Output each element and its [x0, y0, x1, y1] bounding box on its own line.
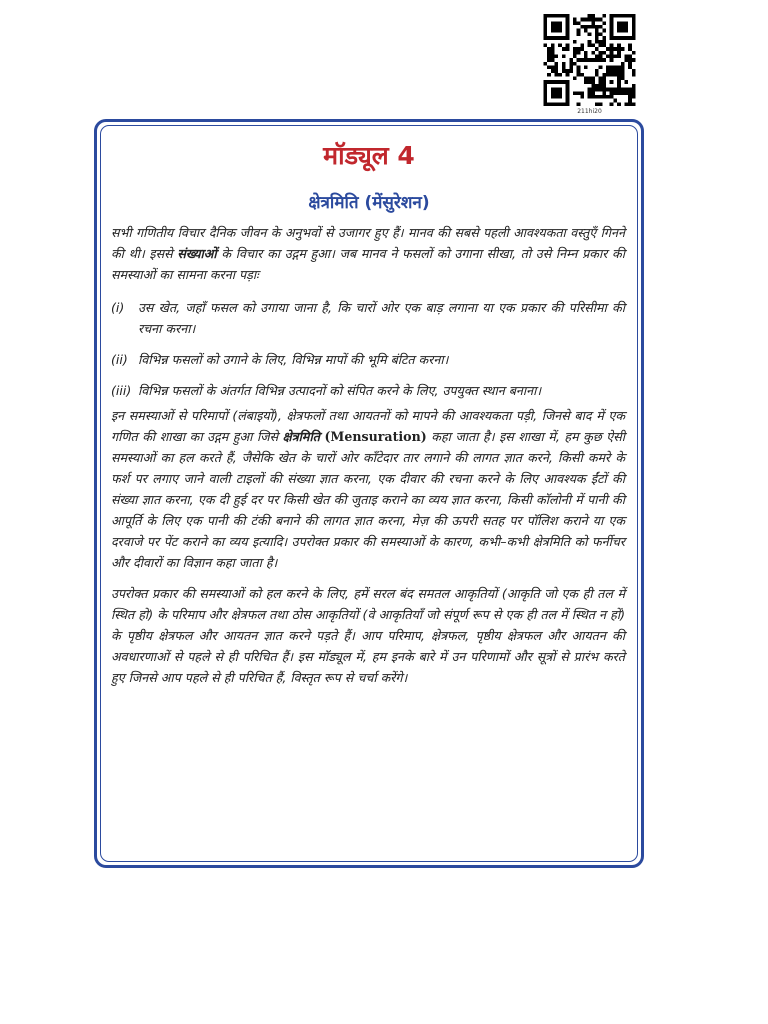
list-item-number: (i): [111, 300, 125, 315]
module-content: [111, 222, 625, 688]
mensuration-bold-term: क्षेत्रमिति: [282, 429, 320, 444]
mensuration-english-term: (Mensuration): [324, 429, 427, 444]
list-item: [111, 297, 625, 339]
closing-paragraph: उपरोक्त प्रकार की समस्याओं को हल करने के लिए, हमें सरल बंद समतल आकृतियों (आकृति जो एक ही तल में स्थित हो) के परिमाप और क्षेत्रफल तथा ठोस आकृतियों (वे आकृतियाँ जो संपूर्ण रूप से एक ही तल में स्थित न हों) के पृष्ठीय क्षेत्रफल और आयतन ज्ञात करने पड़ते हैं। आप परिमाप, क्षेत्रफल, पृष्ठीय क्षेत्रफल और आयतन की अवधारणाओं से पहले से ही परिचित हैं। इस मॉड्यूल में, हम इनके बारे में उन परिणामों और सूत्रों से प्रारंभ करते हुए जिनसे आप पहले से ही परिचित हैं, विस्तृत रूप से चर्चा करेंगे।: [111, 586, 625, 685]
list-item-text: उस खेत, जहाँ फसल को उगाया जाना है, कि चारों ओर एक बाड़ लगाना या एक प्रकार की परिसीमा की रचना करना।: [138, 300, 625, 336]
module-title: मॉड्यूल 4: [323, 141, 415, 170]
qr-code-caption: 211hi20: [577, 108, 602, 115]
list-item: [111, 349, 625, 370]
qr-code-image: [541, 14, 638, 106]
intro-text-start: सभी गणितीय विचार दैनिक जीवन के अनुभवों से उजागर हुए हैं। मानव की सबसे पहली आवश्यकता वस्तुएँ गिनने की थी। इससे: [111, 225, 625, 261]
mensuration-text-start: इन समस्याओं से परिमापों (लंबाइयों), क्षेत्रफलों तथा आयतनों को मापने की आवश्यकता पड़ी, जिनसे बाद में एक गणित की शाखा का उद्गम हुआ जिसे: [111, 408, 625, 444]
mensuration-text-end: कहा जाता है। इस शाखा में, हम कुछ ऐसी समस्याओं का हल करते हैं, जैसेकि खेत के चारों ओर काँटेदार तार लगाने की लागत ज्ञात करने, किसी कमरे के फर्श पर लगाए जाने वाली टाइलों की संख्या ज्ञात करना, एक दीवार की रचना करने के लिए आवश्यक ईंटों की संख्या ज्ञात करना, एक दी हुई दर पर किसी खेत की जुताइ कराने का व्यय ज्ञात करना, किसी कॉलोनी में पानी की आपूर्ति के लिए एक पानी की टंकी बनाने की लागत ज्ञात करना, मेज़ की ऊपरी सतह पर पॉलिश कराने या एक दरवाजे पर पेंट कराने का व्यय इत्यादि। उपरोक्त प्रकार की समस्याओं के कारण, कभी–कभी क्षेत्रमिति को फर्नीचर और दीवारों का विज्ञान कहा जाता है।: [111, 429, 625, 570]
mensuration-paragraph: [111, 405, 625, 573]
list-item-number: (iii): [111, 383, 132, 398]
list-item-text: विभिन्न फसलों के अंतर्गत विभिन्न उत्पादनों को संपित करने के लिए, उपयुक्त स्थान बनाना।: [138, 383, 542, 398]
module-subtitle: क्षेत्रमिति (मेंसुरेशन): [308, 193, 430, 213]
intro-text-end: के विचार का उद्गम हुआ। जब मानव ने फसलों को उगाना सीखा, तो उसे निम्न प्रकार की समस्याओं का सामना करना पड़ाः: [111, 246, 625, 282]
list-item: [111, 380, 625, 401]
list-item-number: (ii): [111, 352, 128, 367]
intro-paragraph: [111, 222, 625, 285]
list-item-text: विभिन्न फसलों को उगाने के लिए, विभिन्न मापों की भूमि बंटित करना।: [138, 352, 449, 367]
intro-bold-term: संख्याओं: [177, 246, 217, 261]
